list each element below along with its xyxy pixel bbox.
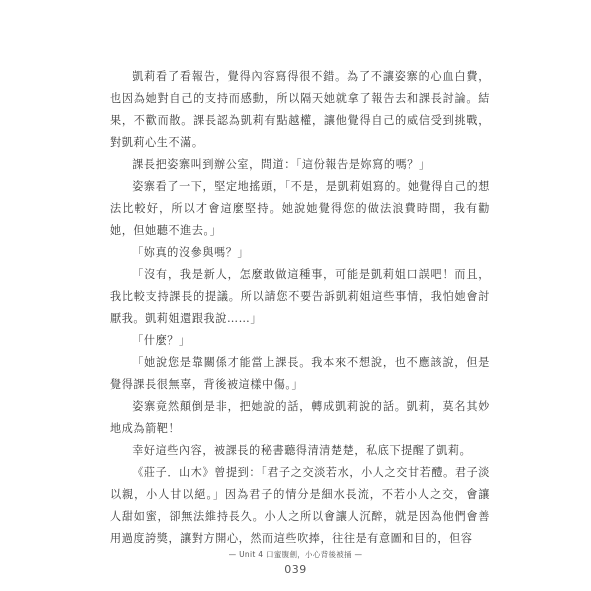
page-number: 039	[284, 563, 307, 576]
body-text	[110, 66, 490, 550]
paragraph-10: 《莊子．山木》曾提到：「君子之交淡若水，小人之交甘若醴。君子淡以親，小人甘以絕。」因為君子的情分是細水長流，不若小人之交，會讓人甜如蜜，卻無法維持長久。小人之所以會讓人沉醉，就是因為他們會善用過度誇獎，讓對方開心，然而這些吹捧，往往是有意圖和目的，但容	[110, 466, 490, 545]
paragraph-4: 「妳真的沒參與嗎？」	[132, 246, 250, 259]
paragraph-8: 姿寨竟然顛倒是非，把她說的話，轉成凱莉說的話。凱莉，莫名其妙地成為箭靶！	[110, 400, 490, 435]
paragraph-3: 姿寨看了一下，堅定地搖頭，「不是，是凱莉姐寫的。她覺得自己的想法比較好，所以才會這麼堅持。她說她覺得您的做法浪費時間，我有勸她，但她聽不進去。」	[110, 180, 490, 237]
paragraph-5: 「沒有，我是新人，怎麼敢做這種事，可能是凱莉姐口誤吧！而且，我比較支持課長的提議。所以請您不要告訴凱莉姐這些事情，我怕她會討厭我。凱莉姐還跟我說……」	[110, 268, 490, 325]
paragraph-2: 課長把姿寨叫到辦公室，問道：「這份報告是妳寫的嗎？」	[132, 158, 431, 171]
paragraph-7: 「她說您是靠關係才能當上課長。我本來不想說，也不應該說，但是覺得課長很無辜，背後被這樣中傷。」	[110, 356, 490, 391]
paragraph-9: 幸好這些內容，被課長的秘書聽得清清楚楚，私底下提醒了凱莉。	[132, 444, 472, 457]
paragraph-1: 凱莉看了看報告，覺得內容寫得很不錯。為了不讓姿寨的心血白費，也因為她對自己的支持而感動，所以隔天她就拿了報告去和課長討論。結果，不歡而散。課長認為凱莉有點越權，讓他覺得自己的威信受到挑戰，對凱莉心生不滿。	[110, 70, 490, 149]
paragraph-6: 「什麼？」	[132, 334, 191, 347]
running-footer: — Unit 4 口蜜腹劍，小心背後被捅 —	[228, 550, 363, 559]
